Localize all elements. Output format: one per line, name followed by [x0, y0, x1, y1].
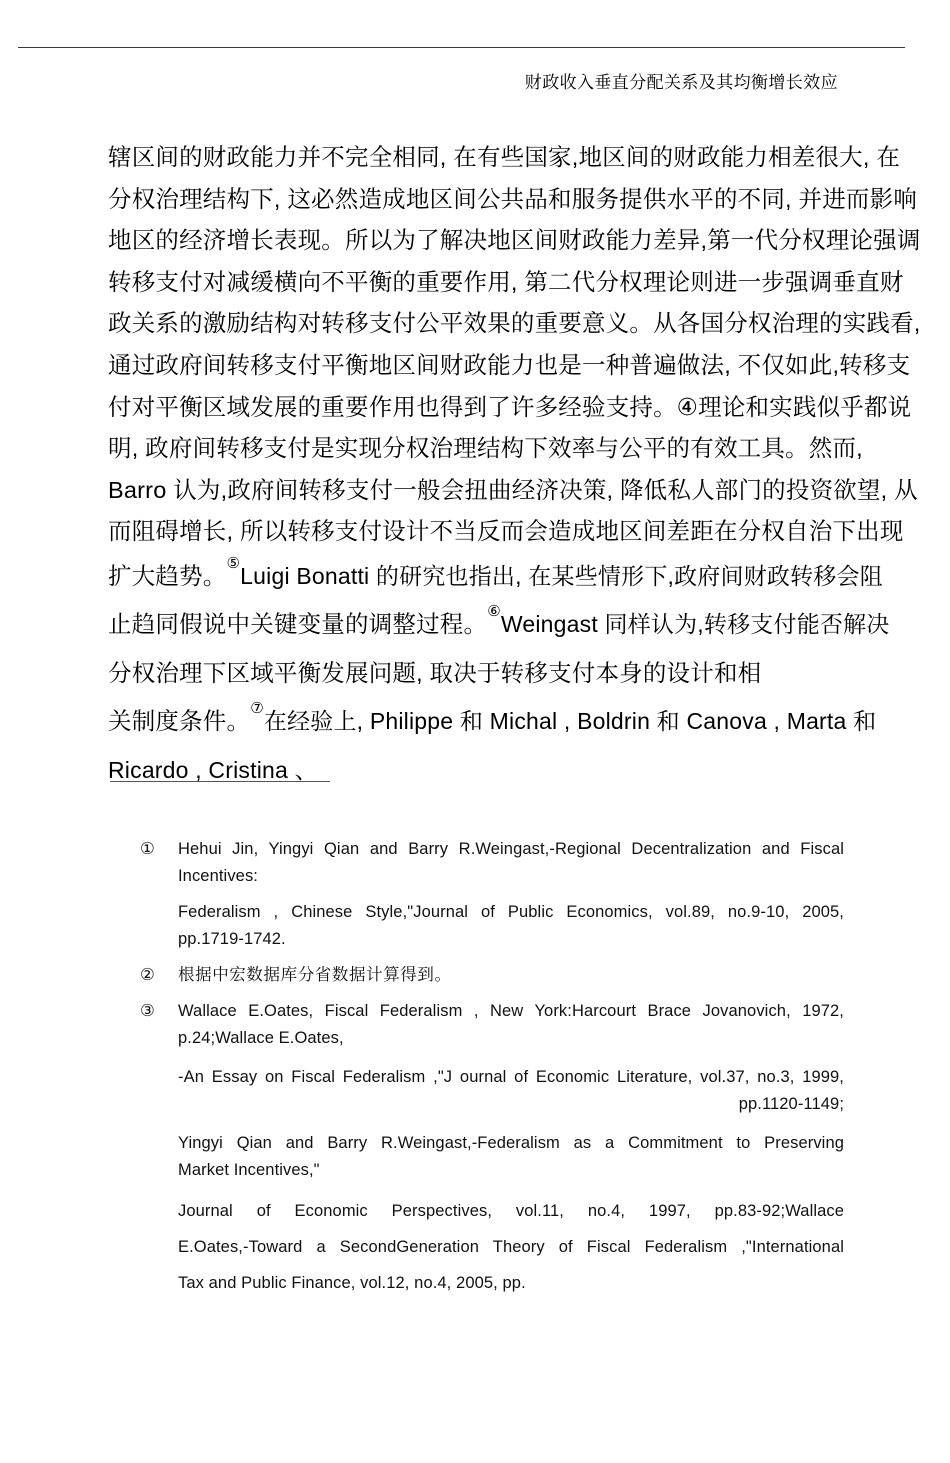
footnote-ref-6: ⑥ [487, 603, 501, 621]
body-line: 政关系的激励结构对转移支付公平效果的重要意义。从各国分权治理的实践看, [108, 310, 921, 337]
footnote-list [140, 836, 844, 1301]
header-divider [18, 47, 905, 48]
footnote-text: Hehui Jin, Yingyi Qian and Barry R.Weingast,-Regional Decentralization and Fiscal [178, 840, 844, 858]
footnote-item [140, 962, 844, 989]
footnote-item [140, 836, 844, 953]
body-line: Barro 认为,政府间转移支付一般会扭曲经济决策, 降低私人部门的投资欲望, 从 [108, 476, 918, 503]
footnote-text: 根据中宏数据库分省数据计算得到。 [178, 966, 452, 984]
footnote-text: E.Oates,-Toward a SecondGeneration Theory of Fiscal Federalism ,"International [178, 1238, 844, 1256]
footnote-text: Market Incentives," [178, 1161, 320, 1179]
running-head: 财政收入垂直分配关系及其均衡增长效应 [524, 73, 838, 92]
footnote-ref-7: ⑦ [250, 700, 264, 718]
footnote-text: pp.1120-1149; [738, 1095, 844, 1113]
footnote-marker: ① [140, 840, 155, 858]
body-line: 关制度条件。⑦在经验上, Philippe 和 Michal , Boldrin 和 Canova , Marta 和 [108, 700, 877, 734]
body-text [108, 137, 921, 793]
body-line: 分权治理结构下, 这必然造成地区间公共品和服务提供水平的不同, 并进而影响 [108, 185, 918, 212]
body-line: 止趋同假说中关键变量的调整过程。⑥Weingast 同样认为,转移支付能否解决 [108, 603, 890, 637]
footnote-marker: ③ [140, 1002, 155, 1020]
footnote-divider [110, 781, 330, 782]
body-line: 明, 政府间转移支付是实现分权治理结构下效率与公平的有效工具。然而, [108, 435, 863, 462]
footnote-text: Journal of Economic Perspectives, vol.11, no.4, 1997, pp.83-92;Wallace [178, 1202, 844, 1220]
body-line: 辖区间的财政能力并不完全相同, 在有些国家,地区间的财政能力相差很大, 在 [108, 144, 901, 170]
footnote-text: -An Essay on Fiscal Federalism ,"J ournal of Economic Literature, vol.37, no.3, 1999, [178, 1068, 844, 1086]
footnote-item [140, 998, 844, 1301]
footnote-text: pp.1719-1742. [178, 930, 286, 948]
body-line: 地区的经济增长表现。所以为了解决地区间财政能力差异,第一代分权理论强调 [108, 227, 921, 254]
footnote-ref-5: ⑤ [226, 555, 241, 573]
footnote-text: Wallace E.Oates, Fiscal Federalism , New York:Harcourt Brace Jovanovich, 1972, [178, 1002, 844, 1020]
footnote-text: Tax and Public Finance, vol.12, no.4, 2005, pp. [178, 1274, 526, 1292]
body-line: Ricardo , Cristina 、 [108, 756, 318, 783]
body-line: 通过政府间转移支付平衡地区间财政能力也是一种普遍做法, 不仅如此,转移支 [108, 351, 911, 378]
body-line: 转移支付对减缓横向不平衡的重要作用, 第二代分权理论则进一步强调垂直财 [108, 268, 904, 295]
footnote-text: Yingyi Qian and Barry R.Weingast,-Federalism as a Commitment to Preserving [178, 1134, 844, 1152]
footnote-text: Incentives: [178, 867, 258, 885]
footnote-marker: ② [140, 966, 155, 984]
footnote-text: Federalism , Chinese Style,"Journal of Public Economics, vol.89, no.9-10, 2005, [178, 903, 844, 921]
footnote-text: p.24;Wallace E.Oates, [178, 1029, 344, 1047]
body-line: 而阻碍增长, 所以转移支付设计不当反而会造成地区间差距在分权自治下出现 [108, 518, 904, 545]
body-line: 分权治理下区域平衡发展问题, 取决于转移支付本身的设计和相 [108, 659, 762, 686]
body-line: 付对平衡区域发展的重要作用也得到了许多经验支持。④理论和实践似乎都说 [108, 393, 912, 420]
body-line: 扩大趋势。⑤Luigi Bonatti 的研究也指出, 在某些情形下,政府间财政转移会阻 [108, 555, 883, 589]
